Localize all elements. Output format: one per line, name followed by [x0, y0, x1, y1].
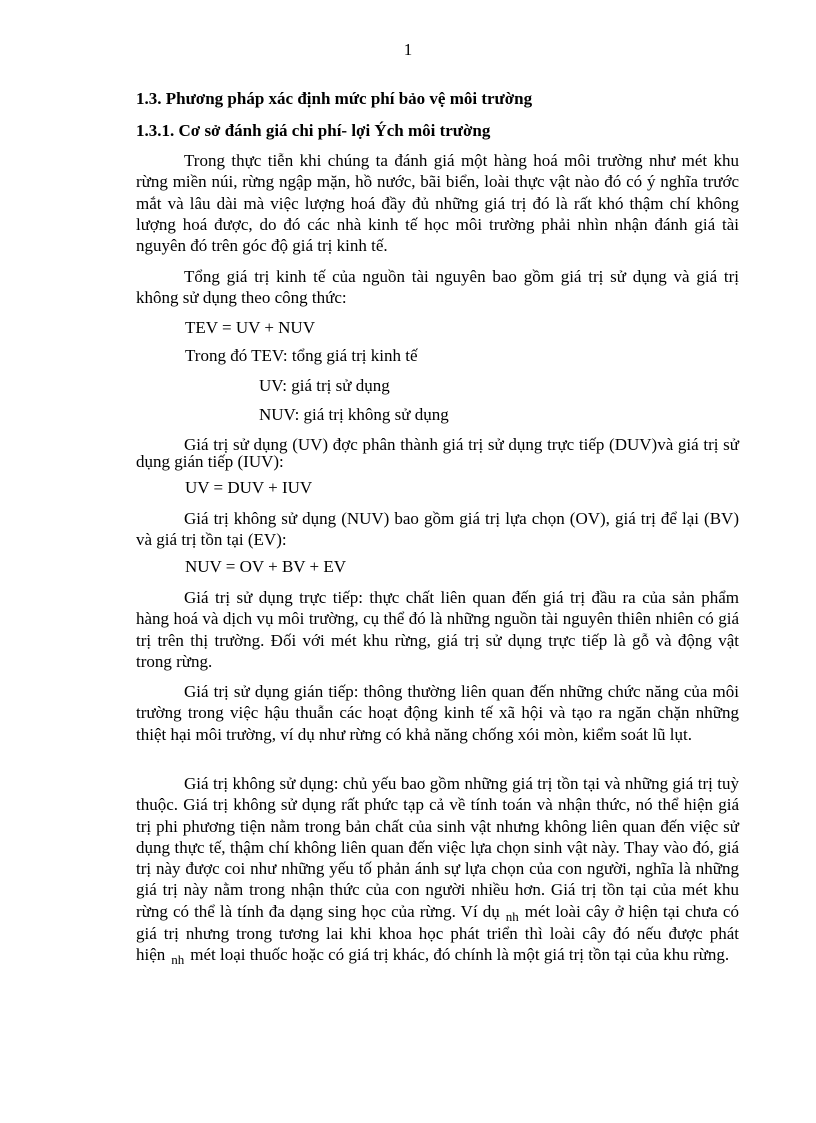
paragraph-non-use: [136, 773, 739, 967]
formula-nuv: NUV = OV + BV + EV: [185, 557, 347, 576]
formula-tev: TEV = UV + NUV: [185, 318, 315, 337]
formula-uv: UV = DUV + IUV: [185, 478, 313, 497]
paragraph-nuv: Giá trị không sử dụng (NUV) bao gồm giá trị lựa chọn (OV), giá trị để lại (BV) và giá trị tồn tại (EV):: [136, 509, 739, 550]
paragraph-tev: Tổng giá trị kinh tế của nguồn tài nguyên bao gồm giá trị sử dụng và giá trị không sử dụng theo công thức:: [136, 267, 739, 308]
paragraph-non-use-text-2: mét loài cây ở hiện tại chưa có giá trị nhưng trong tương lai khi khoa học phát triển thì loài cây đó nếu được phát hiện: [136, 901, 739, 965]
paragraph-uv: Giá trị sử dụng (UV) đợc phân thành giá trị sử dụng trực tiếp (DUV)và giá trị sử dụng gián tiếp (IUV):: [136, 435, 739, 471]
paragraph-intro: Trong thực tiễn khi chúng ta đánh giá một hàng hoá môi trường như mét khu rừng miền núi, rừng ngập mặn, hồ nước, bãi biển, loài thực vật nào đó có ý nghĩa trước mắt và lâu dài mà việc lượng hoá đầy đủ những giá trị đó là rất khó thậm chí không lượng hoá được, do đó các nhà kinh tế học môi trường phải nhìn nhận đánh giá tài nguyên đó trên góc độ giá trị kinh tế.: [136, 151, 739, 256]
paragraph-direct-use: Giá trị sử dụng trực tiếp: thực chất liên quan đến giá trị đầu ra của sản phẩm hàng hoá và dịch vụ môi trường, cụ thể đó là những nguồn tài nguyên thiên nhiên có giá trị trên thị trường. Đối với mét khu rừng, giá trị sử dụng trực tiếp là gỗ và động vật trong rừng.: [136, 588, 739, 671]
section-heading: 1.3. Phương pháp xác định mức phí bảo vệ môi trường: [136, 89, 533, 108]
definition-nuv: NUV: giá trị không sử dụng: [259, 405, 449, 424]
inline-mark: nh: [171, 952, 185, 968]
page-number: 1: [403, 40, 413, 59]
subsection-heading: 1.3.1. Cơ sở đánh giá chi phí- lợi Ých môi trường: [136, 121, 491, 140]
definition-uv: UV: giá trị sử dụng: [259, 376, 390, 395]
paragraph-non-use-text-3: mét loại thuốc hoặc có giá trị khác, đó chính là một giá trị tồn tại của khu rừng.: [190, 945, 730, 965]
paragraph-non-use-text-1: Giá trị không sử dụng: chủ yếu bao gồm những giá trị tồn tại và những giá trị tuỳ thuộc. Giá trị không sử dụng rất phức tạp cả về tính toán và nhận thức, nó thể hiện giá trị phi phương tiện nằm trong bản chất của sinh vật nhưng không liên quan đến việc sử dụng thực tế, thậm chí không liên quan đến việc lựa chọn sinh vật này. Thay vào đó, giá trị này được coi như những yếu tố phản ánh sự lựa chọn của con người, nghĩa là những giá trị này nằm trong nhận thức của con người nhiều hơn. Giá trị tồn tại của mét khu rừng có thể là tính đa dạng sing học của rừng. Ví dụ: [136, 774, 739, 921]
inline-mark: nh: [505, 908, 519, 924]
definition-tev: Trong đó TEV: tổng giá trị kinh tế: [185, 346, 418, 365]
paragraph-indirect-use: Giá trị sử dụng gián tiếp: thông thường liên quan đến những chức năng của môi trường trong việc hậu thuẫn các hoạt động kinh tế xã hội và tạo ra ngăn chặn những thiệt hại môi trường, ví dụ như rừng có khả năng chống xói mòn, kiểm soát lũ lụt.: [136, 682, 739, 744]
